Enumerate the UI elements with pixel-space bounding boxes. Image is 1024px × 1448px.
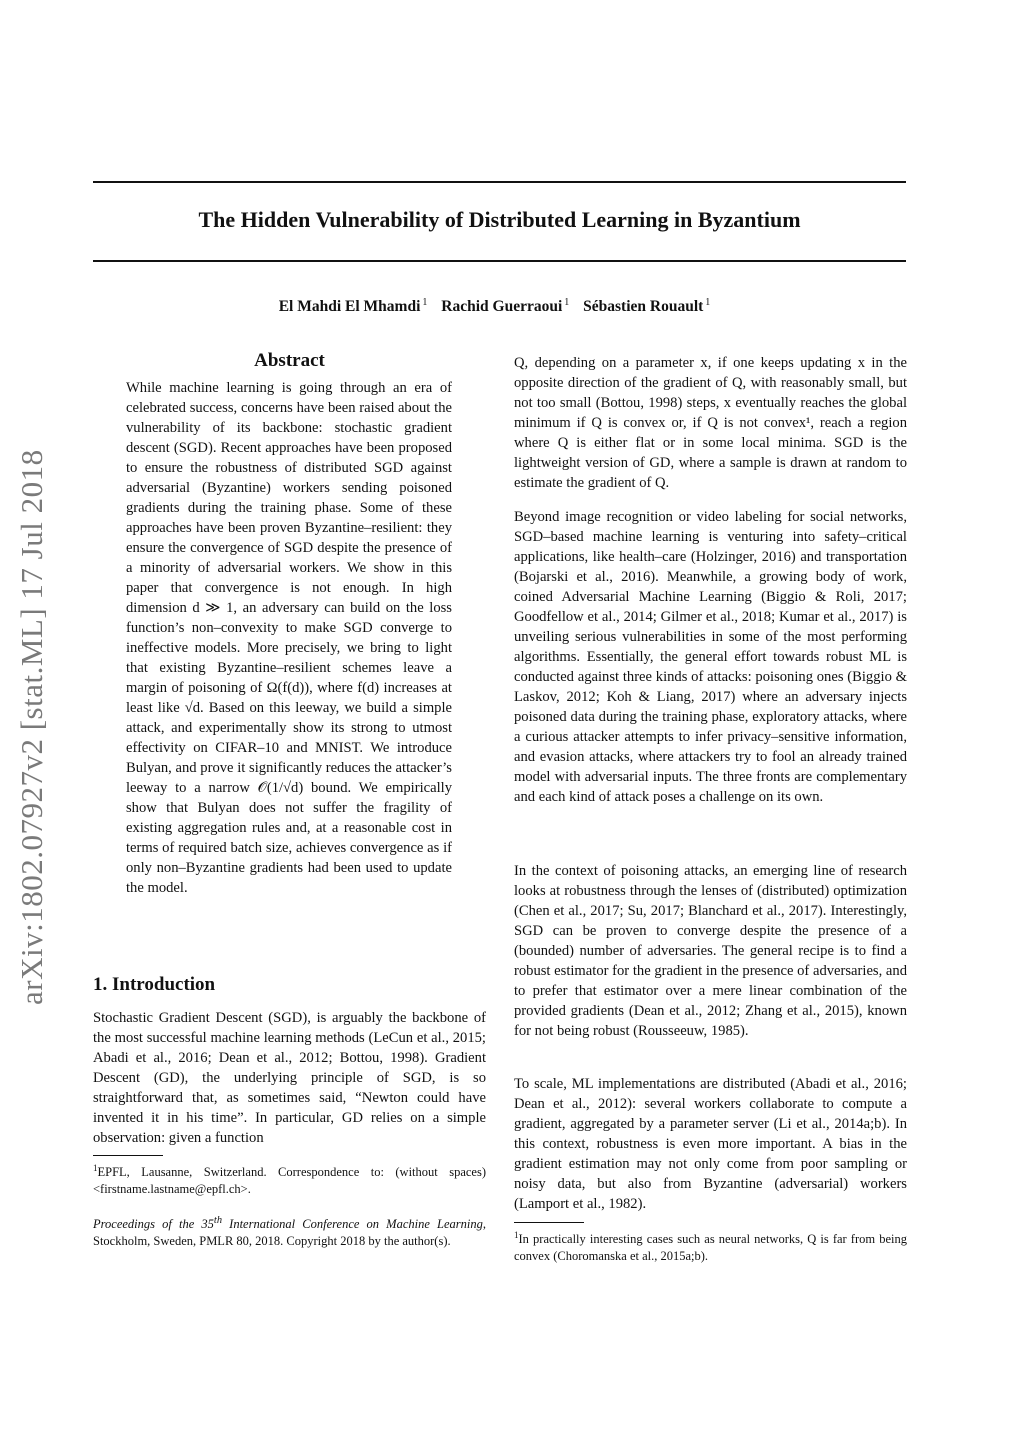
author-name: Sébastien Rouault xyxy=(583,298,704,316)
title-rule-top xyxy=(93,181,906,183)
arxiv-stamp: arXiv:1802.07927v2 [stat.ML] 17 Jul 2018 xyxy=(14,449,49,1005)
introduction-paragraph: Stochastic Gradient Descent (SGD), is arguably the backbone of the most successful machine learning methods (LeCun et al., 2015; Abadi et al., 2016; Dean et al., 2012; Bottou, 1998). Gradient Descent (GD), the underlying principle of SGD, is so straightforward that, as sometimes said, “Newton could have invented it in his time”. In particular, GD relies on a simple observation: given a function xyxy=(93,1010,486,1146)
footnote-mark: 1 xyxy=(514,1230,519,1240)
abstract-body: While machine learning is going through an era of celebrated success, concerns have been raised about the vulnerability of its backbone: stochastic gradient descent (SGD). Recent approaches have been proposed to ensure the robustness of distributed SGD against adversarial (Byzantine) workers sending poisoned gradients during the training phase. Some of these approaches have been proven Byzantine–resilient: they ensure the convergence of SGD despite the presence of a minority of adversarial workers. We show in this paper that convergence is not enough. In high dimension d ≫ 1, an adversary can build on the loss function’s non–convexity to make SGD converge to ineffective models. More precisely, we bring to light that existing Byzantine–resilient schemes leave a margin of poisoning of Ω(f(d)), where f(d) increases at least like √d. Based on this leeway, we build a simple attack, and experimentally show its strong to utmost effectivity on CIFAR–10 and MNIST. We introduce Bulyan, and prove it significantly reduces the attacker’s leeway to a narrow 𝒪(1/√d) bound. We empirically show that Bulyan does not suffer the fragility of existing aggregation rules and, at a reasonable cost in terms of required batch size, achieves convergence as if only non–Byzantine gradients had been used to update the model. xyxy=(126,380,452,896)
footnote-text: EPFL, Lausanne, Switzerland. Correspondence to: (without spaces) <firstname.lastname@epfl.ch>. xyxy=(93,1165,486,1197)
footnote-mark: 1 xyxy=(93,1163,98,1173)
proceedings-note: Proceedings of the 35th International Conference on Machine Learning, Stockholm, Sweden, PMLR 80, 2018. Copyright 2018 by the author(s). xyxy=(93,1215,487,1249)
footnote-text: In practically interesting cases such as neural networks, Q is far from being convex (Choromanska et al., 2015a;b). xyxy=(514,1232,907,1264)
author-list xyxy=(93,297,906,316)
author-affiliation: 1 xyxy=(564,297,570,308)
body-paragraph: In the context of poisoning attacks, an emerging line of research looks at robustness through the lenses of (distributed) optimization (Chen et al., 2017; Su, 2017; Blanchard et al., 2017). Interestingly, SGD can be proven to converge despite the presence of a (bounded) number of adversaries. The general recipe is to find a robust estimator for the gradient in the presence of adversaries, and to prefer that estimator over a mere linear combination of the provided gradients (Dean et al., 2012; Zhang et al., 2015), known for not being robust (Rousseeuw, 1985). xyxy=(514,863,907,1039)
affiliation-footnote xyxy=(93,1160,486,1198)
author-name: El Mahdi El Mhamdi xyxy=(278,298,421,316)
convexity-footnote xyxy=(514,1227,907,1265)
footnote-rule xyxy=(93,1155,163,1156)
paper-title: The Hidden Vulnerability of Distributed Learning in Byzantium xyxy=(198,207,801,232)
footnote-rule xyxy=(514,1222,584,1223)
author-affiliation: 1 xyxy=(422,297,428,308)
body-paragraph: To scale, ML implementations are distributed (Abadi et al., 2016; Dean et al., 2012): several workers collaborate to compute a gradient, aggregated by a parameter server (Li et al., 2014a;b). In this context, robustness is even more important. A bias in the gradient estimation may not only come from poor sampling or noisy data, but also from Byzantine (adversarial) workers (Lamport et al., 1982). xyxy=(514,1076,907,1212)
author-affiliation: 1 xyxy=(705,297,711,308)
abstract-heading: Abstract xyxy=(254,350,325,371)
body-paragraph: Beyond image recognition or video labeling for social networks, SGD–based machine learning is venturing into safety–critical applications, like health–care (Holzinger, 2016) and transportation (Bojarski et al., 2016). Meanwhile, a growing body of work, coined Adversarial Machine Learning (Biggio & Roli, 2017; Goodfellow et al., 2014; Gilmer et al., 2018; Kumar et al., 2017) is unveiling serious vulnerabilities in some of the most performing algorithms. Essentially, the general effort towards robust ML is conducted against three kinds of attacks: poisoning ones (Biggio & Laskov, 2012; Koh & Liang, 2017) where an adversary injects poisoned data during the training phase, exploratory attacks, where a curious attacker attempts to infer privacy–sensitive information, and evasion attacks, where attackers try to fool an already trained model with adversarial inputs. The three fronts are complementary and each kind of attack poses a challenge on its own. xyxy=(514,509,907,805)
title-rule-bottom xyxy=(93,260,906,262)
section-heading-introduction: 1. Introduction xyxy=(93,974,216,995)
author-name: Rachid Guerraoui xyxy=(441,298,563,316)
body-paragraph: Q, depending on a parameter x, if one keeps updating x in the opposite direction of the gradient of Q, with reasonably small, but not too small (Bottou, 1998) steps, x eventually reaches the global minimum if Q is convex or, if Q is not convex¹, reach a region where Q is either flat or in some local minima. SGD is the lightweight version of GD, where a sample is drawn at random to estimate the gradient of Q. xyxy=(514,355,907,491)
